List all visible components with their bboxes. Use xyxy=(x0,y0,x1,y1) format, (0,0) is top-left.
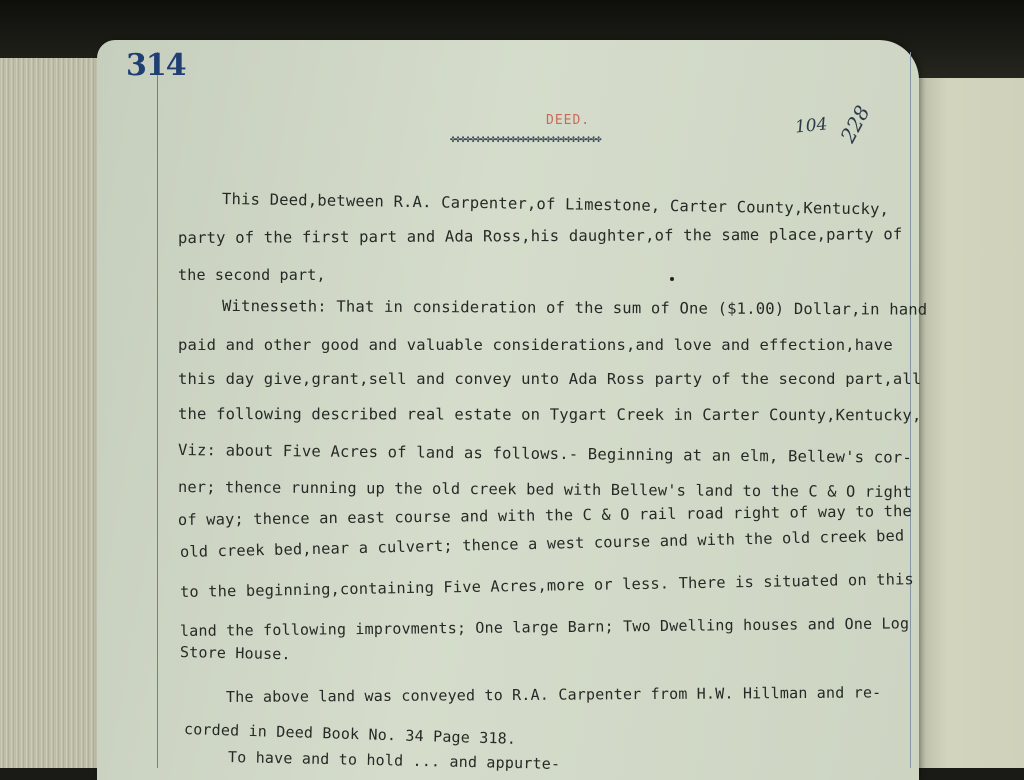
book-page-edges xyxy=(0,58,100,768)
deed-text-line: Witnesseth: That in consideration of the sum of One ($1.00) Dollar,in hand xyxy=(221,297,928,319)
decorative-rule: ✤✤✤✤✤✤✤✤✤✤✤✤✤✤✤✤✤✤✤✤✤✤✤✤✤✤✤✤✤✤ xyxy=(450,134,601,145)
document-heading: DEED. xyxy=(546,113,591,128)
margin-note-handwritten: 228 xyxy=(835,101,875,147)
deed-text-line: This Deed,between R.A. Carpenter,of Limestone, Carter County,Kentucky, xyxy=(221,190,890,219)
deed-text-line: party of the first part and Ada Ross,his daughter,of the same place,party of xyxy=(177,225,903,247)
ink-dot xyxy=(670,277,674,281)
deed-text-line: The above land was conveyed to R.A. Carpenter from H.W. Hillman and re- xyxy=(225,683,882,706)
deed-text-line: Store House. xyxy=(179,643,291,664)
margin-note-handwritten: 104 xyxy=(794,114,829,138)
deed-text-line: corded in Deed Book No. 34 Page 318. xyxy=(183,720,517,748)
deed-text-line: ner; thence running up the old creek bed with Bellew's land to the C & O right xyxy=(177,478,912,502)
deed-text-line: paid and other good and valuable considerations,and love and effection,have xyxy=(178,336,893,354)
deed-text-line: to the beginning,containing Five Acres,more or less. There is situated on this xyxy=(179,570,914,601)
deed-text-line: the second part, xyxy=(178,266,326,284)
deed-text-line: this day give,grant,sell and convey unto Ada Ross party of the second part,all xyxy=(178,370,922,388)
deed-text-line: land the following improvments; One large Barn; Two Dwelling houses and One Log xyxy=(179,614,910,640)
page-number: 314 xyxy=(126,48,186,83)
facing-page xyxy=(915,78,1024,768)
deed-text-line: of way; thence an east course and with the C & O rail road right of way to the xyxy=(177,502,913,529)
deed-text-line: old creek bed,near a culvert; thence a west course and with the old creek bed xyxy=(179,526,905,561)
deed-text-line: the following described real estate on Tygart Creek in Carter County,Kentucky, xyxy=(177,405,922,425)
deed-text-line: Viz: about Five Acres of land as follows.- Beginning at an elm, Bellew's cor- xyxy=(177,441,913,467)
deed-text-line: To have and to hold ... and appurte- xyxy=(227,748,561,773)
left-margin-rule xyxy=(157,52,158,768)
